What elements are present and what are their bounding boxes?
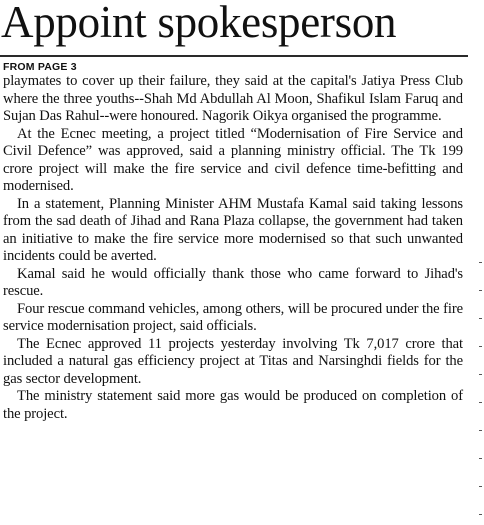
body-paragraph: At the Ecnec meeting, a project titled “Modernisation of Fire Service and Civil Defence” was approved, said a planning ministry official. The Tk 199 crore project will make the fire service and civil defence time-befitting and modernised. <box>3 125 463 194</box>
headline-rule <box>0 55 468 57</box>
body-paragraph: Four rescue command vehicles, among others, will be procured under the fire service modernisation project, said officials. <box>3 300 463 334</box>
body-paragraph: The ministry statement said more gas would be produced on completion of the project. <box>3 388 463 422</box>
body-paragraph: The Ecnec approved 11 projects yesterday involving Tk 7,017 crore that included a natural gas efficiency project at Titas and Narsinghdi fields for the gas sector development. <box>3 335 463 387</box>
body-paragraph: Kamal said he would officially thank those who came forward to Jihad's rescue. <box>3 265 463 299</box>
continuation-kicker: FROM PAGE 3 <box>3 61 77 73</box>
body-paragraph: playmates to cover up their failure, they said at the capital's Jatiya Press Club where the three youths--Shah Md Abdullah Al Moon, Shafikul Islam Faruq and Sujan Das Rahul--were honoured. Nagorik Oikya organised the programme. <box>3 73 463 124</box>
article-body <box>3 73 463 423</box>
adjacent-column-edge <box>476 0 484 525</box>
headline: Appoint spokesperson <box>1 0 397 47</box>
body-paragraph: In a statement, Planning Minister AHM Mustafa Kamal said taking lessons from the sad death of Jihad and Rana Plaza collapse, the government had taken an initiative to make the fire service more modernised so that such unwanted incidents could be averted. <box>3 195 463 264</box>
